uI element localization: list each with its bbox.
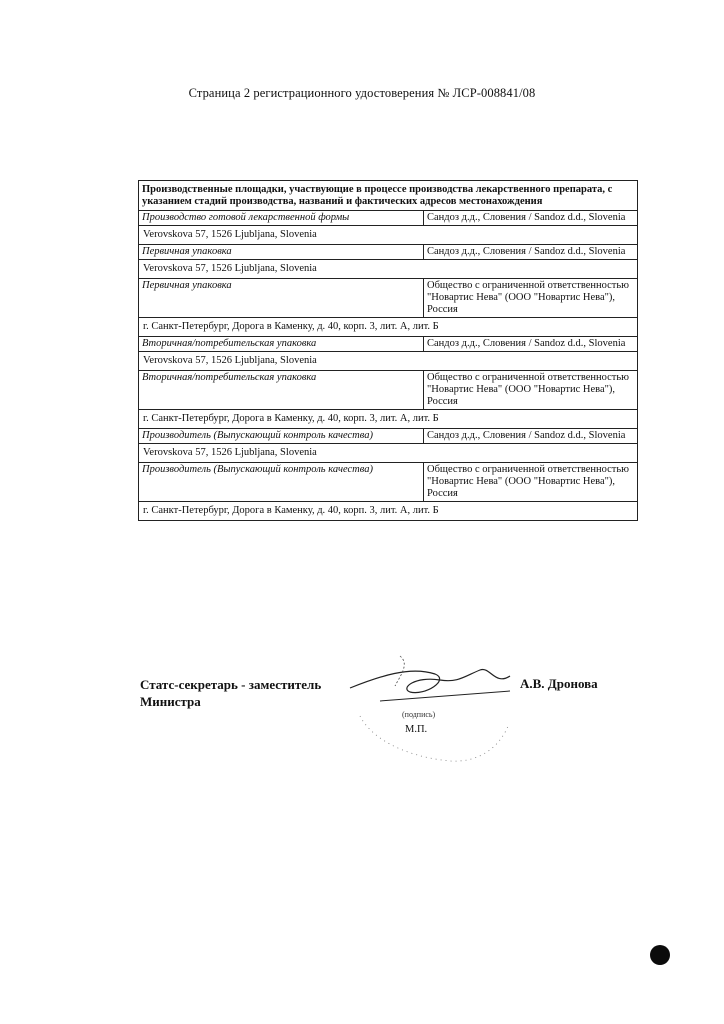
address-cell: г. Санкт-Петербург, Дорога в Каменку, д. 40, корп. 3, лит. А, лит. Б [143,413,439,424]
stage-cell: Вторичная/потребительская упаковка [139,371,424,409]
company-cell: Общество с ограниченной ответственностью "Новартис Нева" (ООО "Новартис Нева"), Россия [427,280,630,315]
address-cell: Verovskova 57, 1526 Ljubljana, Slovenia [143,355,317,366]
stage-cell: Производство готовой лекарственной формы [139,211,424,225]
stage-cell: Первичная упаковка [139,279,424,317]
company-cell: Сандоз д.д., Словения / Sandoz d.d., Slovenia [427,212,626,223]
signatory-title: Статс-секретарь - заместитель Министра [140,677,322,709]
table-row [139,317,637,336]
stamp-label: М.П. [405,724,428,735]
company-cell: Общество с ограниченной ответственностью "Новартис Нева" (ООО "Новартис Нева"), Россия [427,372,630,407]
table-row [139,409,637,428]
address-cell: г. Санкт-Петербург, Дорога в Каменку, д. 40, корп. 3, лит. А, лит. Б [143,321,439,332]
company-cell: Сандоз д.д., Словения / Sandoz d.d., Slovenia [427,246,626,257]
handwritten-signature [340,646,520,766]
address-cell: Verovskova 57, 1526 Ljubljana, Slovenia [143,447,317,458]
stage-cell: Первичная упаковка [139,245,424,259]
production-sites-table [138,180,638,521]
page-title: Страница 2 регистрационного удостоверения № ЛСР-008841/08 [188,86,536,100]
table-row [139,351,637,370]
table-row [139,225,637,244]
stage-cell: Производитель (Выпускающий контроль качества) [139,429,424,443]
table-row [139,259,637,278]
table-row [139,210,637,225]
table-row [139,428,637,443]
signature-caption: (подпись) [402,710,436,719]
table-row [139,244,637,259]
table-row [139,370,637,409]
table-heading: Производственные площадки, участвующие в процессе производства лекарственного препарата, с указанием стадий производства, названий и фактических адресов местонахождения [142,184,613,207]
company-cell: Сандоз д.д., Словения / Sandoz d.d., Slovenia [427,338,626,349]
table-row [139,336,637,351]
table-row [139,462,637,501]
signature-block [140,676,640,796]
company-cell: Общество с ограниченной ответственностью "Новартис Нева" (ООО "Новартис Нева"), Россия [427,464,630,499]
table-row [139,443,637,462]
address-cell: Verovskova 57, 1526 Ljubljana, Slovenia [143,229,317,240]
table-row [139,278,637,317]
page-marker-dot [650,945,670,965]
address-cell: Verovskova 57, 1526 Ljubljana, Slovenia [143,263,317,274]
company-cell: Сандоз д.д., Словения / Sandoz d.d., Slovenia [427,430,626,441]
table-heading-row [139,181,637,210]
address-cell: г. Санкт-Петербург, Дорога в Каменку, д. 40, корп. 3, лит. А, лит. Б [143,505,439,516]
signatory-name: А.В. Дронова [520,676,598,691]
stage-cell: Вторичная/потребительская упаковка [139,337,424,351]
table-row [139,501,637,520]
stage-cell: Производитель (Выпускающий контроль качества) [139,463,424,501]
